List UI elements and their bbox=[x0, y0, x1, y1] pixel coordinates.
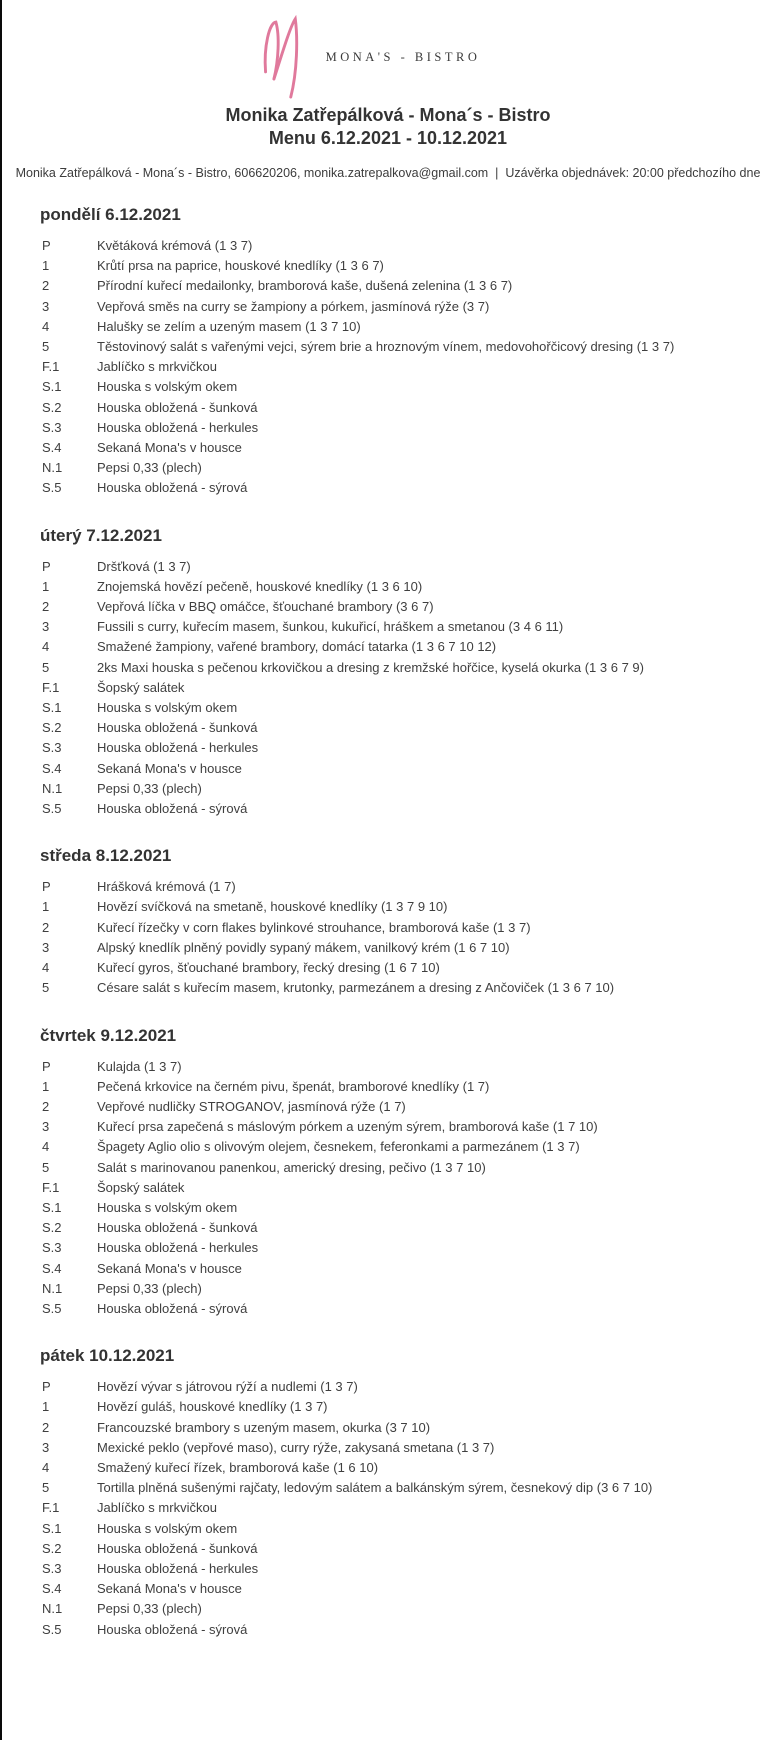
item-description: Pepsi 0,33 (plech) bbox=[97, 780, 202, 796]
item-code: 5 bbox=[42, 339, 50, 355]
item-code: P bbox=[42, 1058, 51, 1074]
item-code: S.4 bbox=[42, 760, 62, 776]
item-code: S.5 bbox=[42, 480, 62, 496]
item-code: 1 bbox=[42, 899, 50, 915]
item-code: 1 bbox=[42, 1078, 50, 1094]
item-code: S.5 bbox=[42, 1300, 62, 1316]
day-section bbox=[40, 526, 754, 820]
menu-row bbox=[40, 478, 754, 498]
menu-row bbox=[40, 276, 754, 296]
item-description: Jablíčko s mrkvičkou bbox=[97, 1500, 217, 1516]
item-code: 4 bbox=[42, 960, 50, 976]
item-description: 2ks Maxi houska s pečenou krkovičkou a dresing z kremžské hořčice, kyselá okurka (1 3 6 7 9) bbox=[97, 659, 644, 675]
item-description: Vepřová líčka v BBQ omáčce, šťouchané brambory (3 6 7) bbox=[97, 599, 434, 615]
menu-row bbox=[40, 1599, 754, 1619]
menu-row bbox=[40, 597, 754, 617]
menu-row bbox=[40, 1077, 754, 1097]
item-code: 3 bbox=[42, 619, 50, 635]
menu-row bbox=[40, 617, 754, 637]
item-code: 3 bbox=[42, 939, 50, 955]
item-description: Sekaná Mona's v housce bbox=[97, 1581, 242, 1597]
menu-row bbox=[40, 357, 754, 377]
menu-row bbox=[40, 1218, 754, 1238]
menu-row bbox=[40, 236, 754, 256]
item-description: Pečená krkovice na černém pivu, špenát, bramborové knedlíky (1 7) bbox=[97, 1078, 490, 1094]
item-description: Smažený kuřecí řízek, bramborová kaše (1 6 10) bbox=[97, 1459, 379, 1475]
item-description: Alpský knedlík plněný povidly sypaný mákem, vanilkový krém (1 6 7 10) bbox=[97, 939, 510, 955]
item-description: Houska obložená - sýrová bbox=[97, 480, 248, 496]
menu-page bbox=[2, 0, 774, 1680]
item-description: Přírodní kuřecí medailonky, bramborová kaše, dušená zelenina (1 3 6 7) bbox=[97, 278, 513, 294]
menu-row bbox=[40, 779, 754, 799]
menu-row bbox=[40, 759, 754, 779]
menu-row bbox=[40, 337, 754, 357]
item-code: S.4 bbox=[42, 1581, 62, 1597]
menu-row bbox=[40, 1158, 754, 1178]
menu-row bbox=[40, 1259, 754, 1279]
item-code: P bbox=[42, 1379, 51, 1395]
item-code: P bbox=[42, 238, 51, 253]
item-description: Kuřecí prsa zapečená s máslovým pórkem a uzeným sýrem, bramborová kaše (1 7 10) bbox=[97, 1119, 598, 1135]
item-code: 4 bbox=[42, 639, 50, 655]
menu-row bbox=[40, 1559, 754, 1579]
item-code: S.2 bbox=[42, 1220, 62, 1236]
item-description: Houska obložená - šunková bbox=[97, 720, 258, 736]
day-title: úterý 7.12.2021 bbox=[40, 525, 162, 545]
menu-row bbox=[40, 1097, 754, 1117]
item-description: Houska obložená - šunková bbox=[97, 399, 258, 415]
item-code: S.3 bbox=[42, 1240, 62, 1256]
item-description: Halušky se zelím a uzeným masem (1 3 7 10) bbox=[97, 318, 361, 334]
day-title: pondělí 6.12.2021 bbox=[40, 205, 181, 224]
item-description: Špagety Aglio olio s olivovým olejem, česnekem, feferonkami a parmezánem (1 3 7) bbox=[97, 1139, 580, 1155]
menu-row bbox=[40, 557, 754, 577]
brand-name: MONA'S - BISTRO bbox=[325, 49, 481, 64]
menu-row bbox=[40, 978, 754, 998]
menu-row bbox=[40, 918, 754, 938]
item-code: 1 bbox=[42, 258, 50, 274]
item-description: Hovězí vývar s játrovou rýží a nudlemi (1 3 7) bbox=[97, 1379, 358, 1395]
item-code: S.5 bbox=[42, 801, 62, 817]
menu-row bbox=[40, 1418, 754, 1438]
item-code: S.1 bbox=[42, 700, 62, 716]
item-code: 2 bbox=[42, 278, 50, 294]
item-description: Dršťková (1 3 7) bbox=[97, 558, 191, 574]
menu-row bbox=[40, 658, 754, 678]
item-code: F.1 bbox=[42, 1500, 60, 1516]
item-description: Houska s volským okem bbox=[97, 379, 238, 395]
item-code: 1 bbox=[42, 578, 50, 594]
menu-row bbox=[40, 678, 754, 698]
item-code: 3 bbox=[42, 1119, 50, 1135]
item-description: Pepsi 0,33 (plech) bbox=[97, 1601, 202, 1617]
menu-row bbox=[40, 1178, 754, 1198]
item-code: S.1 bbox=[42, 379, 62, 395]
item-code: 4 bbox=[42, 1459, 50, 1475]
item-description: Vepřová směs na curry se žampiony a pórkem, jasmínová rýže (3 7) bbox=[97, 298, 490, 314]
menu-row bbox=[40, 398, 754, 418]
item-description: Houska s volským okem bbox=[97, 1520, 238, 1536]
item-code: 5 bbox=[42, 659, 50, 675]
logo bbox=[0, 14, 754, 100]
item-description: Houska obložená - herkules bbox=[97, 419, 259, 435]
item-code: S.1 bbox=[42, 1199, 62, 1215]
day-section bbox=[40, 1346, 754, 1640]
item-description: Houska obložená - sýrová bbox=[97, 1300, 248, 1316]
item-description: Pepsi 0,33 (plech) bbox=[97, 460, 202, 476]
menu-row bbox=[40, 438, 754, 458]
item-description: Francouzské brambory s uzeným masem, okurka (3 7 10) bbox=[97, 1419, 431, 1435]
menu-row bbox=[40, 1539, 754, 1559]
menu-row bbox=[40, 1377, 754, 1397]
item-description: Tortilla plněná sušenými rajčaty, ledovým salátem a balkánským sýrem, česnekový dip (3 6 7 10) bbox=[97, 1480, 653, 1496]
item-description: Fussili s curry, kuřecím masem, šunkou, kukuřicí, hráškem a smetanou (3 4 6 11) bbox=[97, 619, 564, 635]
item-code: P bbox=[42, 879, 51, 895]
day-title: čtvrtek 9.12.2021 bbox=[40, 1025, 177, 1045]
menu-row bbox=[40, 799, 754, 819]
item-description: Houska obložená - šunková bbox=[97, 1540, 258, 1556]
item-code: P bbox=[42, 558, 51, 574]
item-description: Smažené žampiony, vařené brambory, domácí tatarka (1 3 6 7 10 12) bbox=[97, 639, 497, 655]
day-title: středa 8.12.2021 bbox=[40, 846, 172, 866]
item-description: Sekaná Mona's v housce bbox=[97, 760, 242, 776]
menu-row bbox=[40, 877, 754, 897]
page-title: Monika Zatřepálková - Mona´s - Bistro bbox=[225, 105, 551, 125]
item-description: Hovězí svíčková na smetaně, houskové knedlíky (1 3 7 9 10) bbox=[97, 899, 448, 915]
item-description: Hrášková krémová (1 7) bbox=[97, 879, 236, 895]
item-code: S.2 bbox=[42, 720, 62, 736]
item-description: Pepsi 0,33 (plech) bbox=[97, 1280, 202, 1296]
menu-row bbox=[40, 1117, 754, 1137]
menu-row bbox=[40, 698, 754, 718]
item-description: Houska s volským okem bbox=[97, 1199, 238, 1215]
item-code: N.1 bbox=[42, 460, 63, 476]
item-description: Houska obložená - sýrová bbox=[97, 801, 248, 817]
item-description: Houska s volským okem bbox=[97, 700, 238, 716]
item-code: 3 bbox=[42, 1439, 50, 1455]
item-description: Kuřecí gyros, šťouchané brambory, řecký dresing (1 6 7 10) bbox=[97, 960, 440, 976]
menu-row bbox=[40, 938, 754, 958]
menu-row bbox=[40, 1198, 754, 1218]
item-code: 2 bbox=[42, 599, 50, 615]
item-description: Kulajda (1 3 7) bbox=[97, 1058, 182, 1074]
day-title: pátek 10.12.2021 bbox=[40, 1346, 175, 1366]
item-description: Houska obložená - herkules bbox=[97, 1240, 259, 1256]
menu-row bbox=[40, 1458, 754, 1478]
item-description: Salát s marinovanou panenkou, americký dresing, pečivo (1 3 7 10) bbox=[97, 1159, 486, 1175]
menu-row bbox=[40, 738, 754, 758]
item-description: Césare salát s kuřecím masem, krutonky, parmezánem a dresing z Ančoviček (1 3 6 7 10) bbox=[97, 980, 615, 996]
menu-row bbox=[40, 418, 754, 438]
item-code: S.3 bbox=[42, 740, 62, 756]
item-code: 5 bbox=[42, 980, 50, 996]
item-description: Houska obložená - šunková bbox=[97, 1220, 258, 1236]
item-description: Houska obložená - sýrová bbox=[97, 1621, 248, 1637]
menu-row bbox=[40, 637, 754, 657]
day-section bbox=[40, 205, 754, 499]
item-code: F.1 bbox=[42, 679, 60, 695]
menu-row bbox=[40, 1397, 754, 1417]
item-code: F.1 bbox=[42, 1179, 60, 1195]
item-description: Jablíčko s mrkvičkou bbox=[97, 359, 217, 375]
item-code: 5 bbox=[42, 1159, 50, 1175]
item-code: F.1 bbox=[42, 359, 60, 375]
item-code: S.2 bbox=[42, 1540, 62, 1556]
menu-row bbox=[40, 317, 754, 337]
menu-days bbox=[2, 205, 774, 1640]
menu-row bbox=[40, 256, 754, 276]
menu-date-range: Menu 6.12.2021 - 10.12.2021 bbox=[268, 128, 508, 148]
menu-row bbox=[40, 458, 754, 478]
item-code: 4 bbox=[42, 1139, 50, 1155]
item-description: Krůtí prsa na paprice, houskové knedlíky (1 3 6 7) bbox=[97, 258, 384, 274]
contact-info: Monika Zatřepálková - Mona´s - Bistro, 606620206, monika.zatrepalkova@gmail.com | Uzávěrka objednávek: 20:00 předchozího dne bbox=[15, 166, 761, 180]
item-code: S.1 bbox=[42, 1520, 62, 1536]
item-code: 3 bbox=[42, 298, 50, 314]
item-code: S.3 bbox=[42, 419, 62, 435]
item-code: S.5 bbox=[42, 1621, 62, 1637]
item-description: Květáková krémová (1 3 7) bbox=[97, 238, 253, 253]
menu-row bbox=[40, 1279, 754, 1299]
item-description: Šopský salátek bbox=[97, 1179, 185, 1195]
item-code: N.1 bbox=[42, 1280, 63, 1296]
item-description: Vepřové nudličky STROGANOV, jasmínová rýže (1 7) bbox=[97, 1098, 406, 1114]
menu-row bbox=[40, 1057, 754, 1077]
menu-row bbox=[40, 897, 754, 917]
monogram-m-icon bbox=[256, 15, 310, 99]
menu-row bbox=[40, 1498, 754, 1518]
title-block bbox=[2, 104, 774, 150]
menu-row bbox=[40, 1238, 754, 1258]
item-description: Sekaná Mona's v housce bbox=[97, 440, 242, 456]
menu-row bbox=[40, 1299, 754, 1319]
item-code: 1 bbox=[42, 1399, 50, 1415]
item-description: Sekaná Mona's v housce bbox=[97, 1260, 242, 1276]
item-description: Houska obložená - herkules bbox=[97, 1560, 259, 1576]
item-code: 4 bbox=[42, 318, 50, 334]
item-description: Houska obložená - herkules bbox=[97, 740, 259, 756]
item-code: S.4 bbox=[42, 1260, 62, 1276]
day-section bbox=[40, 846, 754, 998]
item-description: Kuřecí řízečky v corn flakes bylinkové strouhance, bramborová kaše (1 3 7) bbox=[97, 919, 531, 935]
menu-row bbox=[40, 377, 754, 397]
item-description: Hovězí guláš, houskové knedlíky (1 3 7) bbox=[97, 1399, 328, 1415]
menu-row bbox=[40, 577, 754, 597]
menu-row bbox=[40, 958, 754, 978]
item-description: Šopský salátek bbox=[97, 679, 185, 695]
menu-row bbox=[40, 1478, 754, 1498]
item-code: N.1 bbox=[42, 780, 63, 796]
item-code: S.3 bbox=[42, 1560, 62, 1576]
item-code: S.4 bbox=[42, 440, 62, 456]
item-code: 2 bbox=[42, 1098, 50, 1114]
menu-row bbox=[40, 1519, 754, 1539]
item-code: S.2 bbox=[42, 399, 62, 415]
day-section bbox=[40, 1026, 754, 1320]
menu-row bbox=[40, 297, 754, 317]
item-code: 2 bbox=[42, 919, 50, 935]
item-description: Těstovinový salát s vařenými vejci, sýrem brie a hroznovým vínem, medovohořčicový dresing (1 3 7) bbox=[97, 339, 675, 355]
item-code: 2 bbox=[42, 1419, 50, 1435]
item-description: Mexické peklo (vepřové maso), curry rýže, zakysaná smetana (1 3 7) bbox=[97, 1439, 495, 1455]
menu-row bbox=[40, 1438, 754, 1458]
menu-row bbox=[40, 1579, 754, 1599]
menu-row bbox=[40, 1620, 754, 1640]
menu-row bbox=[40, 1137, 754, 1157]
item-code: 5 bbox=[42, 1480, 50, 1496]
menu-row bbox=[40, 718, 754, 738]
item-code: N.1 bbox=[42, 1601, 63, 1617]
item-description: Znojemská hovězí pečeně, houskové knedlíky (1 3 6 10) bbox=[97, 578, 423, 594]
